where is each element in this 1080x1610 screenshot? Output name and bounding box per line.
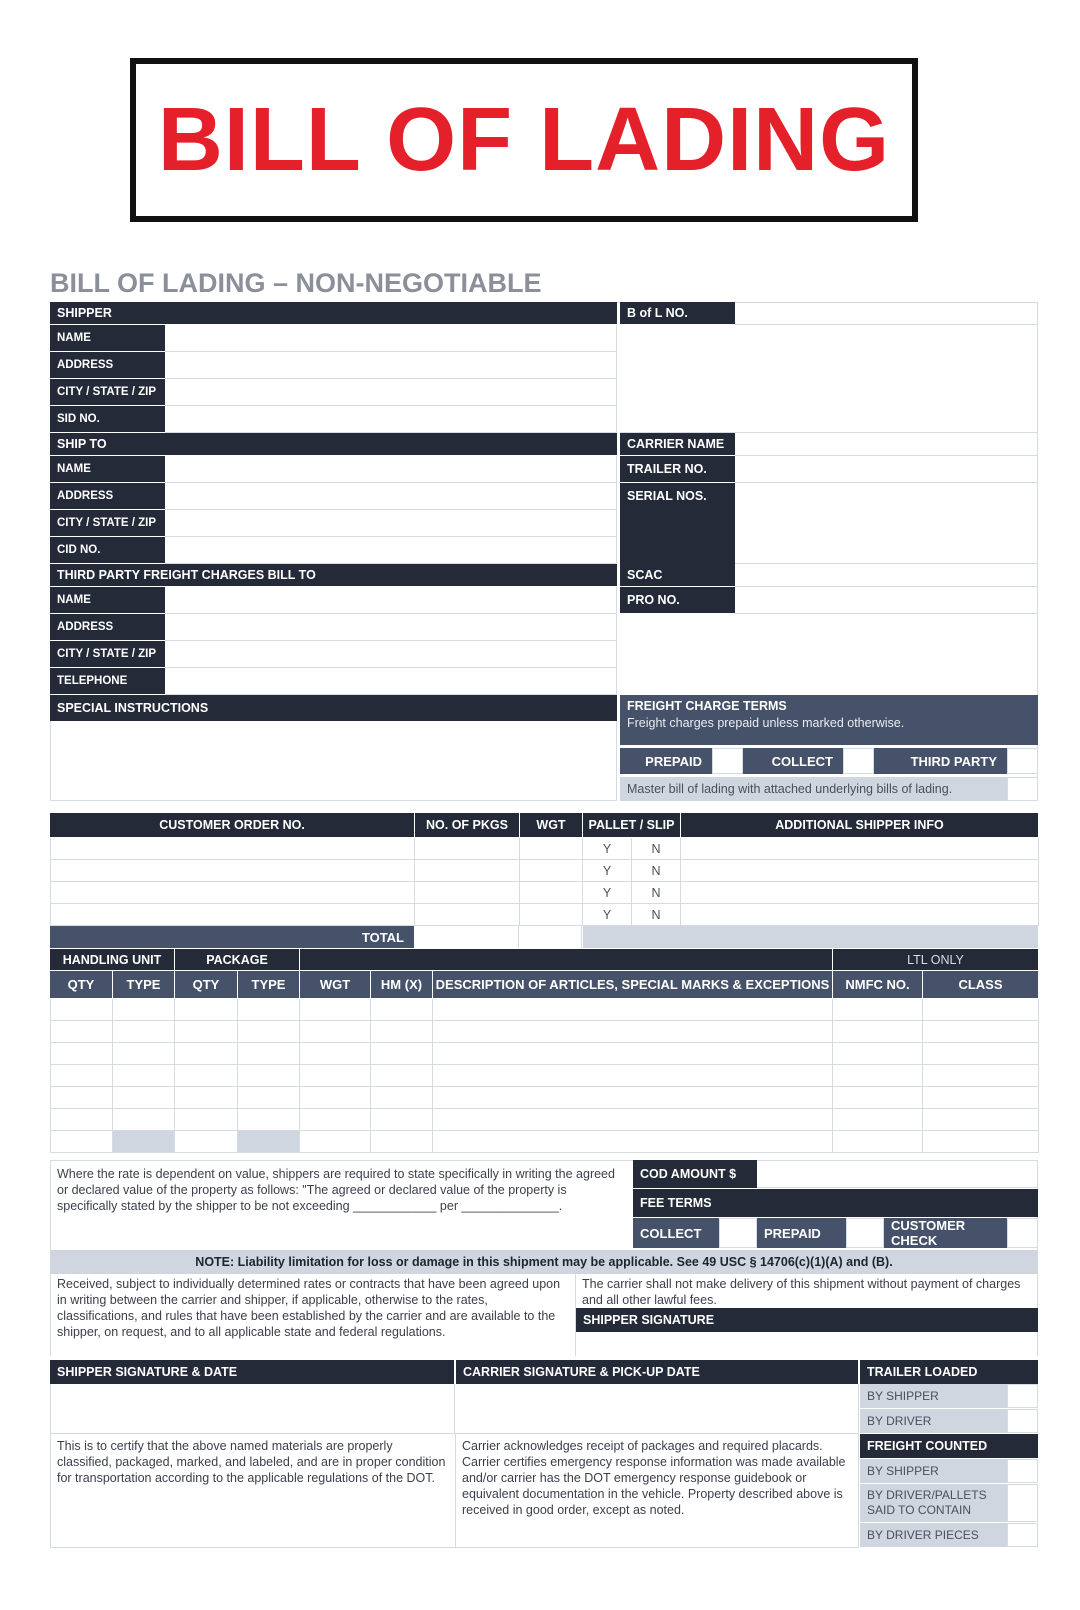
trailer-loaded-by-shipper: BY SHIPPER [860,1384,1007,1408]
items-cell[interactable] [238,1043,300,1065]
freight-counted-by-driver-pallets-text: BY DRIVER/PALLETS SAID TO CONTAIN [867,1488,987,1517]
shipper-city-label: CITY / STATE / ZIP [50,379,165,405]
shipper-city-field[interactable] [165,379,617,406]
carrier-name-label: CARRIER NAME [620,433,735,455]
items-cell[interactable] [371,999,433,1021]
items-cell[interactable] [833,1021,923,1043]
items-group-package: PACKAGE [175,949,299,970]
order-col-wgt: WGT [520,813,582,837]
ship-to-header: SHIP TO [50,433,617,455]
order-col-additional-info: ADDITIONAL SHIPPER INFO [681,813,1038,837]
trailer-loaded-header: TRAILER LOADED [860,1360,1038,1384]
items-cell[interactable] [113,1065,175,1087]
order-cell[interactable] [50,904,415,926]
items-cell[interactable] [50,1087,113,1109]
order-cell[interactable] [681,860,1039,882]
bol-no-area[interactable] [620,325,1038,433]
bol-no-label: B of L NO. [620,302,735,324]
items-cell[interactable] [371,1109,433,1131]
items-cell[interactable] [300,1131,371,1153]
items-cell[interactable] [833,1131,923,1153]
shipper-address-field[interactable] [165,352,617,379]
items-cell[interactable] [175,1065,238,1087]
slip-no[interactable]: N [632,904,681,926]
fee-customer-check-label: CUSTOMER CHECK [884,1218,1007,1248]
items-col-header: WGT [300,971,370,998]
items-cell[interactable] [300,1087,371,1109]
freight-counted-by-driver-pallets-checkbox[interactable] [1007,1484,1038,1522]
items-cell[interactable] [433,999,833,1021]
items-cell[interactable] [433,1109,833,1131]
items-cell[interactable] [923,1087,1039,1109]
items-cell[interactable] [50,1021,113,1043]
third-party-city-label: CITY / STATE / ZIP [50,641,165,667]
items-cell[interactable] [300,1109,371,1131]
items-cell[interactable] [833,1043,923,1065]
fee-collect-checkbox[interactable] [719,1218,757,1248]
ship-to-cid-field[interactable] [165,537,617,564]
third-party-name-field[interactable] [165,587,617,614]
carrier-ack-text: Carrier acknowledges receipt of packages and required placards. Carrier certifies emergency response information was made available and/or carrier has the DOT emergency response guidebook or equivalent documentation in the vehicle. Property described above is received in good order, except as noted. [462,1439,846,1517]
trailer-loaded-by-driver-checkbox[interactable] [1007,1409,1038,1433]
carrier-delivery-text: The carrier shall not make delivery of this shipment without payment of charges and all other lawful fees. [582,1277,1021,1307]
ship-to-address-field[interactable] [165,483,617,510]
carrier-sig-date-field[interactable] [455,1384,859,1434]
freight-collect-checkbox[interactable] [843,748,874,774]
items-group-handling-unit: HANDLING UNIT [50,949,174,970]
order-cell[interactable] [520,860,583,882]
items-cell[interactable] [833,1065,923,1087]
liability-note: NOTE: Liability limitation for loss or damage in this shipment may be applicable. See 49 USC § 14706(c)(1)(A) and (B). [50,1250,1038,1274]
certify-text: This is to certify that the above named materials are properly classified, packaged, marked, and labeled, and are in proper condition for transportation according to the applicable regulations of the DOT. [57,1439,446,1485]
fee-prepaid-label: PREPAID [757,1218,846,1248]
items-col-header: TYPE [238,971,299,998]
items-cell[interactable] [50,1065,113,1087]
master-bol-checkbox[interactable] [1007,777,1038,801]
items-cell[interactable] [175,1043,238,1065]
carrier-name-field[interactable] [735,433,1038,456]
order-cell[interactable] [50,882,415,904]
order-cell[interactable] [50,860,415,882]
ship-to-city-field[interactable] [165,510,617,537]
slip-no[interactable]: N [632,838,681,860]
banner-box [130,58,918,222]
shipper-header: SHIPPER [50,302,617,324]
freight-third-party-label: THIRD PARTY [874,748,1007,774]
items-group-ltl-only: LTL ONLY [833,949,1038,970]
items-cell[interactable] [433,1043,833,1065]
freight-counted-by-driver-pieces-checkbox[interactable] [1007,1523,1038,1547]
items-cell[interactable] [175,999,238,1021]
freight-terms-subtitle: Freight charges prepaid unless marked otherwise. [627,716,905,730]
items-cell[interactable] [433,1021,833,1043]
items-col-header: CLASS [923,971,1038,998]
shipper-address-label: ADDRESS [50,352,165,378]
freight-counted-by-driver-pallets [860,1484,1007,1522]
items-cell[interactable] [50,1109,113,1131]
order-cell[interactable] [681,904,1039,926]
items-group-blank [300,949,832,970]
items-cell[interactable] [50,1043,113,1065]
order-cell[interactable] [415,860,520,882]
items-cell[interactable] [371,1087,433,1109]
special-instructions-header: SPECIAL INSTRUCTIONS [50,695,617,721]
order-cell[interactable] [520,882,583,904]
cod-amount-label: COD AMOUNT $ [633,1160,757,1188]
ship-to-address-label: ADDRESS [50,483,165,509]
declared-value-text: Where the rate is dependent on value, shippers are required to state specifically in writing the agreed or declared value of the property as follows: "The agreed or declared value of the property is specifically stated by the shipper to be not exceeding ____________ per ______________. [57,1167,615,1213]
items-col-header: TYPE [113,971,174,998]
order-total-wgt[interactable] [520,926,582,948]
items-cell[interactable] [833,1109,923,1131]
third-party-header: THIRD PARTY FREIGHT CHARGES BILL TO [50,564,617,586]
items-cell[interactable] [923,1043,1039,1065]
carrier-sig-date-header: CARRIER SIGNATURE & PICK-UP DATE [456,1360,858,1384]
items-cell[interactable] [238,1131,300,1153]
trailer-loaded-by-shipper-checkbox[interactable] [1007,1384,1038,1408]
order-col-customer-order: CUSTOMER ORDER NO. [50,813,414,837]
freight-prepaid-label: PREPAID [620,748,712,774]
items-col-header: QTY [50,971,112,998]
items-cell[interactable] [175,1131,238,1153]
third-party-city-field[interactable] [165,641,617,668]
order-cell[interactable] [415,904,520,926]
items-cell[interactable] [238,1109,300,1131]
items-cell[interactable] [923,1109,1039,1131]
items-cell[interactable] [113,1109,175,1131]
pallet-yes[interactable]: Y [583,904,632,926]
shipper-sig-date-header: SHIPPER SIGNATURE & DATE [50,1360,454,1384]
items-cell[interactable] [50,999,113,1021]
fee-prepaid-checkbox[interactable] [846,1218,884,1248]
banner-title: BILL OF LADING [157,89,891,190]
items-cell[interactable] [300,999,371,1021]
order-cell[interactable] [681,882,1039,904]
items-cell[interactable] [433,1131,833,1153]
trailer-loaded-by-driver: BY DRIVER [860,1409,1007,1433]
order-cell[interactable] [415,838,520,860]
ship-to-city-label: CITY / STATE / ZIP [50,510,165,536]
fee-customer-check-checkbox[interactable] [1007,1218,1038,1248]
order-left-border [50,838,51,926]
items-cell[interactable] [238,1065,300,1087]
items-cell[interactable] [175,1087,238,1109]
order-cell[interactable] [50,838,415,860]
scac-label: SCAC [620,564,735,586]
third-party-telephone-field[interactable] [165,668,617,695]
third-party-address-field[interactable] [165,614,617,641]
items-cell[interactable] [300,1021,371,1043]
order-cell[interactable] [520,838,583,860]
items-cell[interactable] [371,1043,433,1065]
freight-counted-by-driver-pieces: BY DRIVER PIECES [860,1523,1007,1547]
order-total-label: TOTAL [50,926,414,948]
serial-nos-text: SERIAL NOS. [627,489,707,503]
items-cell[interactable] [175,1109,238,1131]
slip-no[interactable]: N [632,882,681,904]
ship-to-cid-label: CID NO. [50,537,165,563]
items-cell[interactable] [300,1043,371,1065]
freight-third-party-checkbox[interactable] [1007,748,1038,774]
items-cell[interactable] [113,999,175,1021]
shipper-sid-label: SID NO. [50,406,165,432]
items-cell[interactable] [238,1021,300,1043]
scac-field[interactable] [735,564,1038,587]
order-col-pallet: PALLET / SLIP [583,813,680,837]
items-col-header: QTY [175,971,237,998]
serial-nos-label [620,483,735,564]
freight-counted-by-shipper-checkbox[interactable] [1007,1459,1038,1483]
freight-terms-header [620,695,1038,745]
serial-nos-field[interactable] [735,483,1038,564]
items-cell[interactable] [923,1131,1039,1153]
items-cell[interactable] [923,1065,1039,1087]
items-cell[interactable] [238,1087,300,1109]
items-cell[interactable] [50,1131,113,1153]
trailer-no-field[interactable] [735,456,1038,483]
pallet-yes[interactable]: Y [583,882,632,904]
cod-amount-field[interactable] [757,1160,1038,1188]
freight-counted-header: FREIGHT COUNTED [860,1434,1038,1458]
items-left-border [50,999,51,1153]
trailer-no-label: TRAILER NO. [620,456,735,482]
items-cell[interactable] [923,999,1039,1021]
items-cell[interactable] [113,1043,175,1065]
items-cell[interactable] [371,1065,433,1087]
third-party-telephone-label: TELEPHONE [50,668,165,694]
items-cell[interactable] [433,1065,833,1087]
fee-terms-header: FEE TERMS [633,1189,1038,1217]
bol-no-field[interactable] [735,302,1038,325]
items-col-header: DESCRIPTION OF ARTICLES, SPECIAL MARKS & EXCEPTIONS [433,971,832,998]
items-cell[interactable] [433,1087,833,1109]
shipper-sid-field[interactable] [165,406,617,433]
order-total-pkgs[interactable] [415,926,519,948]
shipper-signature-field[interactable] [576,1332,1038,1356]
order-cell[interactable] [681,838,1039,860]
third-party-address-label: ADDRESS [50,614,165,640]
order-cell[interactable] [415,882,520,904]
pallet-yes[interactable]: Y [583,860,632,882]
slip-no[interactable]: N [632,860,681,882]
ship-to-name-label: NAME [50,456,165,482]
items-cell[interactable] [833,1087,923,1109]
order-col-pkgs: NO. OF PKGS [415,813,519,837]
pro-no-label: PRO NO. [620,587,735,613]
items-cell[interactable] [113,1131,175,1153]
pallet-yes[interactable]: Y [583,838,632,860]
shipper-signature-label: SHIPPER SIGNATURE [576,1308,1038,1332]
items-cell[interactable] [300,1065,371,1087]
ship-to-name-field[interactable] [165,456,617,483]
fee-collect-label: COLLECT [633,1218,719,1248]
items-col-header: HM (X) [371,971,432,998]
items-cell[interactable] [175,1021,238,1043]
order-total-filler [583,926,1038,948]
certify-divider [455,1434,456,1548]
master-bol-note: Master bill of lading with attached underlying bills of lading. [620,777,1007,801]
order-cell[interactable] [520,904,583,926]
items-cell[interactable] [923,1021,1039,1043]
shipper-name-field[interactable] [165,325,617,352]
document-title: BILL OF LADING – NON-NEGOTIABLE [50,268,542,298]
received-text: Received, subject to individually determined rates or contracts that have been agreed upon in writing between the carrier and shipper, if applicable, otherwise to the rates, classifications, and rules that have been established by the carrier and are available to the shipper, on request, and to all applicable state and federal regulations. [57,1277,561,1339]
items-cell[interactable] [833,999,923,1021]
items-cell[interactable] [238,999,300,1021]
freight-collect-label: COLLECT [743,748,843,774]
freight-counted-by-shipper: BY SHIPPER [860,1459,1007,1483]
items-cell[interactable] [113,1087,175,1109]
items-cell[interactable] [113,1021,175,1043]
freight-prepaid-checkbox[interactable] [712,748,743,774]
special-instructions-field[interactable] [50,721,617,801]
items-cell[interactable] [371,1021,433,1043]
pro-no-field[interactable] [735,587,1038,614]
shipper-sig-date-field[interactable] [50,1384,455,1434]
items-col-header: NMFC NO. [833,971,922,998]
items-cell[interactable] [371,1131,433,1153]
third-party-name-label: NAME [50,587,165,613]
shipper-name-label: NAME [50,325,165,351]
freight-terms-title: FREIGHT CHARGE TERMS [627,699,787,713]
